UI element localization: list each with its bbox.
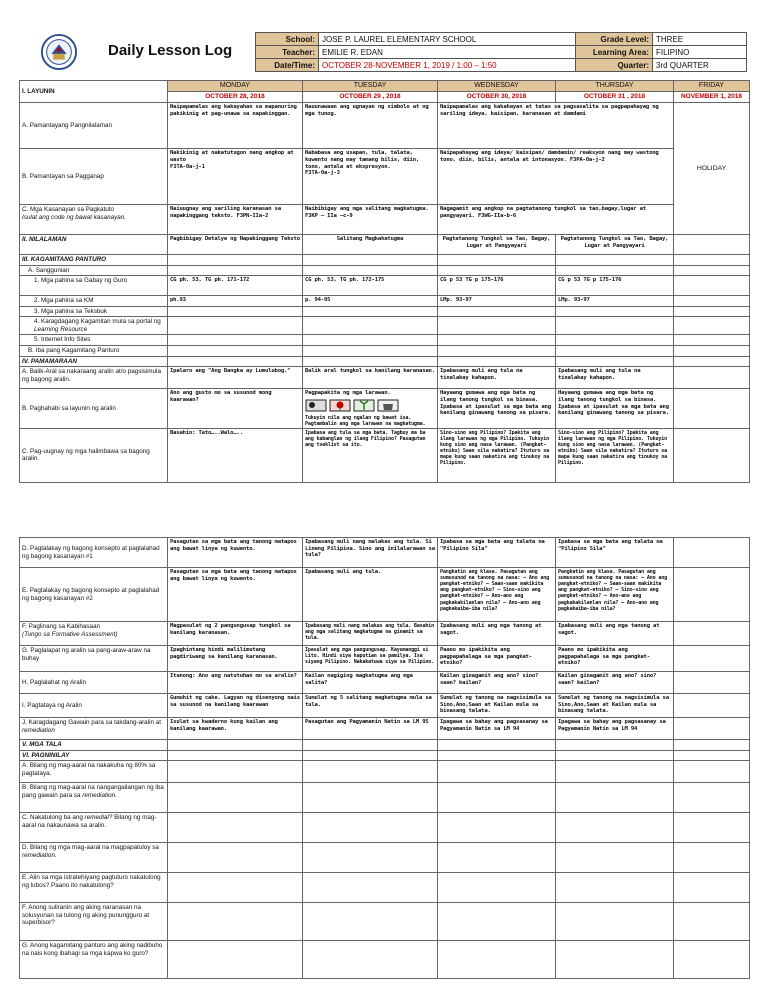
pA-mon: Ipalaro ang "Ang Bangka ay Lumulubog." bbox=[168, 367, 303, 389]
reflection-f: F. Anong suliranin ang aking naranasan na solusyunan sa tulong ng aking punungguro at superbisor? bbox=[20, 903, 168, 941]
pB-mon: Ano ang gusto mo sa susunod mong kaarawan? bbox=[168, 389, 303, 429]
pJ-label-cell bbox=[20, 718, 168, 740]
pot-picture-icon bbox=[377, 398, 399, 412]
pB-tue-bottom: Tukuyin nila ang ngalan ng bawat isa. Pagtambalin ang mga larawan na magkatugma. bbox=[305, 414, 426, 427]
pG-tue: Ipasulat ang mga pangungusap. Kayumanggi si Lito. Hindi siya kaputian sa pamilya. Isa siyang Pilipino. Nakakatuwa siya sa Pilipino. bbox=[303, 646, 438, 672]
karagdagan-label: 4. Karagdagang Kagamitan mula sa portal ng bbox=[34, 318, 161, 326]
guro-tue: CG ph. 53, TG ph. 172-175 bbox=[303, 276, 438, 296]
reflection-d-italic: remediation. bbox=[22, 851, 57, 859]
page-title: Daily Lesson Log bbox=[108, 42, 233, 59]
row-c-label-cell bbox=[20, 205, 168, 235]
pF-mon: Magpasulat ng 2 pangungusap tungkol sa kanilang karanasan. bbox=[168, 622, 303, 646]
reflection-c-rest: Bilang ng mag-aaral na nakaunawa sa aralin. bbox=[22, 814, 157, 829]
pB-tue-cell bbox=[303, 389, 438, 429]
row-c-tue: Naibibigay ang mga salitang magkatugma. F3KP – IIa –c-9 bbox=[303, 205, 438, 235]
pC-label: C. Pag-uugnay ng mga halimbawa sa bagong aralin. bbox=[20, 428, 168, 482]
pC-thu: Sino-sino ang Pilipino? Ipakita ang ilang larawan ng mga Pilipino. Tukuyin kung sino ang nasa larawan. (Pangkat-etniko) Saan sila nakatira? Ituturo sa mapa kung saan nakatira ang tinukoy na Pilipino. bbox=[556, 428, 674, 482]
pI-label: I. Pagtataya ng Aralin bbox=[20, 694, 168, 718]
date-thursday: OCTOBER 31 , 2018 bbox=[556, 92, 674, 103]
pF-sub: (Tungo sa Formative Assessment) bbox=[22, 630, 118, 638]
quarter-value: 3rd QUARTER bbox=[653, 59, 747, 72]
plant-picture-icon bbox=[353, 398, 375, 412]
pJ-italic: remediation bbox=[22, 726, 55, 734]
reflection-c: C. Nakatulong ba ang bbox=[22, 814, 83, 822]
pE-wed: Pangkatin ang klase. Pasagutan ang sumusunod na tanong na nasa: – Ano ang pangkat-etniko? – Saan-saan makikita ang pangkat-etniko? – Sino-sino ang pangkat-etniko? – Ano-ano ang pagkakakilanlan nila? – Ano-ano ang pagkakaiba-iba nila? bbox=[438, 568, 556, 622]
pF-thu: Ipabasang muli ang mga tanong at sagot. bbox=[556, 622, 674, 646]
km-wed: LMp. 93-97 bbox=[438, 296, 556, 307]
km-mon: ph.93 bbox=[168, 296, 303, 307]
row-b-label: B. Pamantayan sa Pagganap bbox=[20, 149, 168, 205]
pJ-thu: Ipagawa sa bahay ang pagsasanay sa Pagyamanin Natin sa LM 94 bbox=[556, 718, 674, 740]
pG-thu: Paano mo ipakikita ang pagpapahalaga sa mga pangkat-etniko? bbox=[556, 646, 674, 672]
reflection-g: G. Anong kagamitang panturo ang aking nadibuho na nais kong ibahagi sa mga kapwa ko guro? bbox=[20, 941, 168, 979]
pH-tue: Kailan nagiging magkatugma ang mga salita? bbox=[303, 672, 438, 694]
lesson-table-part-1 bbox=[19, 80, 750, 483]
karagdagan-italic: Learning Resource bbox=[34, 325, 88, 333]
pI-wed: Sumulat ng tanong na nagsisimula sa Sino,Ano,Saan at Kailan mula sa binasang talata. bbox=[438, 694, 556, 718]
area-value: FILIPINO bbox=[653, 46, 747, 59]
pC-wed: Sino-sino ang Pilipino? Ipakita ang ilang larawan ng mga Pilipino. Tukuyin kung sino ang nasa larawan. (Pangkat-etniko) Saan sila nakatira? Ituturo sa mapa kung saan nakatira ang tinukoy na Pilipino. bbox=[438, 428, 556, 482]
pD-mon: Pasagutan sa mga bata ang tanong matapos ang bawat linya ng kuwento. bbox=[168, 538, 303, 568]
pG-wed: Paano mo ipakikita ang pagpapahalaga sa mga pangkat-etniko? bbox=[438, 646, 556, 672]
row-c-wed-thu: Nagagamit ang angkop na pagtatanong tungkol sa tao,bagay,lugar at pangyayari. F3WG-IIa-b-6 bbox=[438, 205, 674, 235]
pB-label: B. Paghahabi sa layunin ng aralin bbox=[20, 389, 168, 429]
row-b-tue: Nababasa ang usapan, tula, talata, kuwento nang may tamang bilis, diin, tono, antala at ekspresyon. F3TA-0a-j-3 bbox=[303, 149, 438, 205]
reflection-a: A. Bilang ng mag-aaral na nakakuha ng 80% sa pagtataya. bbox=[20, 761, 168, 783]
row-a-tue: Nauunawaan ang ugnayan ng simbolo at ng mga tunog. bbox=[303, 103, 438, 149]
reflection-c-italic: remedial? bbox=[84, 814, 113, 822]
guro-mon: CG ph. 53, TG ph. 171-172 bbox=[168, 276, 303, 296]
reflection-c-cell bbox=[20, 813, 168, 843]
pB-thu: Hayaang gumawa ang mga bata ng ilang tanong tungkol sa binasa. Ipabasa at ipasulat sa mga bata ang kanilang ginawang tanong sa pisara. bbox=[556, 389, 674, 429]
lesson-table-part-2 bbox=[19, 537, 750, 979]
holiday-cell: HOLIDAY bbox=[674, 103, 750, 235]
area-label: Learning Area: bbox=[576, 46, 653, 59]
km-thu: LMp. 93-97 bbox=[556, 296, 674, 307]
info-sites-label: 5. Internet Info Sites bbox=[20, 335, 168, 346]
date-monday: OCTOBER 28, 2018 bbox=[168, 92, 303, 103]
date-label: Date/Time: bbox=[256, 59, 319, 72]
pG-mon: Ipaghintang hindi malilimutang pagdiriwang sa kanilang karanasan. bbox=[168, 646, 303, 672]
pH-thu: Kailan ginagamit ang ano? sino? saan? kailan? bbox=[556, 672, 674, 694]
quarter-label: Quarter: bbox=[576, 59, 653, 72]
row-b-mon: Nakikinig at nakatutugon nang angkop at wasto F3TA-0a-j-1 bbox=[168, 149, 303, 205]
nilalaman-fri bbox=[674, 235, 750, 255]
pD-wed: Ipabasa sa mga bata ang talata na "Pilipino Sila" bbox=[438, 538, 556, 568]
reflection-e: E. Alin sa mga istratehiyang pagtuturo nakatulong ng lubos? Paano ito nakatulong? bbox=[20, 873, 168, 903]
km-tue: p. 94-95 bbox=[303, 296, 438, 307]
layunin-heading: I. LAYUNIN bbox=[20, 81, 168, 103]
day-monday: MONDAY bbox=[168, 81, 303, 92]
pD-thu: Ipabasa sa mga bata ang talata na "Pilipino Sila" bbox=[556, 538, 674, 568]
guro-label: 1. Mga pahina sa Gabay ng Guro bbox=[20, 276, 168, 296]
pagninilay-heading: VI. PAGNINILAY bbox=[20, 750, 168, 761]
header-info-table bbox=[255, 32, 747, 72]
pE-mon: Pasagutan sa mga bata ang tanong matapos ang bawat linya ng kuwento. bbox=[168, 568, 303, 622]
reflection-b-cell bbox=[20, 783, 168, 813]
row-c-label: C. Mga Kasanayan sa Pagkatuto bbox=[22, 206, 115, 214]
school-label: School: bbox=[256, 33, 319, 46]
pF-tue: Ipabasang muli nang malakas ang tula. Basahin ang mga salitang magkatugma na ginamit sa tula. bbox=[303, 622, 438, 646]
day-friday: FRIDAY bbox=[674, 81, 750, 92]
teacher-value: EMILIE R. EDAN bbox=[319, 46, 576, 59]
pE-thu: Pangkatin ang klase. Pasagutan ang sumusunod na tanong na nasa: – Ano ang pangkat-etniko? – Saan-saan makikita ang pangkat-etniko? – Sino-sino ang pangkat-etniko? – Ano-ano ang pagkakakilanlan nila? – Ano-ano ang pagkakaiba-iba nila? bbox=[556, 568, 674, 622]
pJ-tue: Pasagutan ang Pagyamanin Natin sa LM 95 bbox=[303, 718, 438, 740]
nilalaman-mon: Pagbibigay Detalye ng Napakinggang Teksto bbox=[168, 235, 303, 255]
pE-tue: Ipabasang muli ang tula. bbox=[303, 568, 438, 622]
teksbuk-label: 3. Mga pahina sa Teksbuk bbox=[20, 306, 168, 317]
pJ-wed: Ipagawa sa bahay ang pagsasanay sa Pagyamanin Natin sa LM 94 bbox=[438, 718, 556, 740]
pA-label: A. Balik-Aral sa nakaraang aralin at/o pagsisimula ng bagong aralin. bbox=[20, 367, 168, 389]
date-friday: NOVEMBER 1, 2018 bbox=[674, 92, 750, 103]
day-thursday: THURSDAY bbox=[556, 81, 674, 92]
pA-tue: Balik aral tungkol sa kanilang karanasan. bbox=[303, 367, 438, 389]
date-tuesday: OCTOBER 29 , 2018 bbox=[303, 92, 438, 103]
reflection-b: B. Bilang ng mag-aaral na nangangailangan ng iba pang gawain para sa bbox=[22, 784, 164, 799]
kagamitan-heading: III. KAGAMITANG PANTURO bbox=[20, 255, 168, 266]
row-b-wed-thu: Naipapahayag ang ideya/ kaisipan/ damdamin/ reaksyon nang may wastong tono, diin, bilis, antala at intonasyon. F3PA-0a-j-2 bbox=[438, 149, 674, 205]
rhyme-pictures bbox=[305, 397, 435, 415]
grade-label: Grade Level: bbox=[576, 33, 653, 46]
row-c-sub: Isulat ang code ng bawat kasanayan. bbox=[22, 213, 126, 221]
reflection-d: D. Bilang ng mga mag-aaral na magpapatuloy sa bbox=[22, 844, 159, 852]
mga-tala-heading: V. MGA TALA bbox=[20, 740, 168, 751]
grade-value: THREE bbox=[653, 33, 747, 46]
pG-label: G. Paglalapat ng aralin sa pang-araw-araw na buhay bbox=[20, 646, 168, 672]
row-c-mon: Naiuugnay ang sariling karanasan sa napakinggang teksto. F3PN-IIa-2 bbox=[168, 205, 303, 235]
guro-thu: CG p 53 TG p 175-176 bbox=[556, 276, 674, 296]
reflection-d-cell bbox=[20, 843, 168, 873]
pD-label: D. Pagtalakay ng bagong konsepto at paglalahad ng bagong kasanayan #1 bbox=[20, 538, 168, 568]
pB-wed: Hayaang gumawa ang mga bata ng ilang tanong tungkol sa binasa. Ipabasa at ipasulat sa mga bata ang kanilang ginawang tanong sa pisara. bbox=[438, 389, 556, 429]
deped-seal-icon bbox=[40, 33, 78, 71]
row-a-wed-thu: Naipapamalas ang kakahayan at tatas sa pagsasalita sa pagpapahayag ng sariling ideya, kaisipan, karanasan at damdami bbox=[438, 103, 674, 149]
flower-picture-icon bbox=[329, 398, 351, 412]
date-value: OCTOBER 28-NOVEMBER 1, 2019 / 1:00 – 1:50 bbox=[319, 59, 576, 72]
pH-wed: Kailan ginagamit ang ano? sino? saan? kailan? bbox=[438, 672, 556, 694]
pA-wed: Ipabasang muli ang tula na tinalakay kahapon. bbox=[438, 367, 556, 389]
day-wednesday: WEDNESDAY bbox=[438, 81, 556, 92]
nilalaman-wed: Pagtatanong Tungkol sa Tao, Bagay, Lugar at Pangyayari bbox=[438, 235, 556, 255]
day-tuesday: TUESDAY bbox=[303, 81, 438, 92]
pA-thu: Ipabasang muli ang tula na tinalakay kahapon. bbox=[556, 367, 674, 389]
pF-label: F. Paglinang sa Kabihasaan bbox=[22, 623, 101, 630]
nilalaman-tue: Salitang Magkakatugma bbox=[303, 235, 438, 255]
picture-icon bbox=[305, 398, 327, 412]
pF-label-cell bbox=[20, 622, 168, 646]
pJ-mon: Isulat sa kwaderno kung kailan ang kanilang kaarawan. bbox=[168, 718, 303, 740]
pH-label: H. Paglalahat ng Aralin bbox=[20, 672, 168, 694]
pI-mon: Gumuhit ng cake. Lagyan ng disenyong nais sa susunod na kanilang kaarawan bbox=[168, 694, 303, 718]
guro-wed: CG p 53 TG p 175-176 bbox=[438, 276, 556, 296]
pamamaraan-heading: IV. PAMAMARAAN bbox=[20, 356, 168, 367]
pJ-label: J. Karagdagang Gawain para sa takdang-aralin at bbox=[22, 719, 161, 726]
pC-tue: Ipabasa ang tula sa mga bata. Tagbuy ma ba ang kabanglan ng ilang Filipino? Pasagutan ang tseklist sa ito. bbox=[303, 428, 438, 482]
date-wednesday: OCTOBER 30, 2018 bbox=[438, 92, 556, 103]
pF-wed: Ipabasang muli ang mga tanong at sagot. bbox=[438, 622, 556, 646]
reflection-b-italic: remediation. bbox=[82, 791, 117, 799]
row-a-label: A. Pamantayang Pangnilalaman bbox=[20, 103, 168, 149]
teacher-label: Teacher: bbox=[256, 46, 319, 59]
pI-tue: Sumulat ng 5 salitang magkatugma mula sa tula. bbox=[303, 694, 438, 718]
pD-tue: Ipabasang muli nang malakas ang tula. Si Lineng Pilipina. Sino ang inilalarawan sa tula? bbox=[303, 538, 438, 568]
nilalaman-thu: Pagtatanong Tungkol sa Tao, Bagay, Lugar at Pangyayari bbox=[556, 235, 674, 255]
pI-thu: Sumulat ng tanong na nagsisimula sa Sino,Ano,Saan at Kailan mula sa binasang talata. bbox=[556, 694, 674, 718]
iba-pang-label: B. Iba pang Kagamitang Panturo bbox=[20, 346, 168, 357]
pC-mon: Basahin: Tato…..Walo….. bbox=[168, 428, 303, 482]
school-value: JOSE P. LAUREL ELEMENTARY SCHOOL bbox=[319, 33, 576, 46]
sanggunian-heading: A. Sanggunian bbox=[20, 265, 168, 276]
nilalaman-heading: II. NILALAMAN bbox=[20, 235, 168, 255]
pH-mon: Itanong: Ano ang natutuhan mo sa aralin? bbox=[168, 672, 303, 694]
pB-tue-top: Pagpapakita ng mga larawan. bbox=[305, 390, 391, 397]
km-label: 2. Mga pahina sa KM bbox=[20, 296, 168, 307]
row-a-mon: Naipapamalas ang kakayahan sa mapanuring pakikinig at pag-unawa sa napakinggan. bbox=[168, 103, 303, 149]
pE-label: E. Pagtalakay ng bagong konsepto at paglalahad ng bagong kasanayan #2 bbox=[20, 568, 168, 622]
karagdagan-label-cell bbox=[20, 317, 168, 335]
